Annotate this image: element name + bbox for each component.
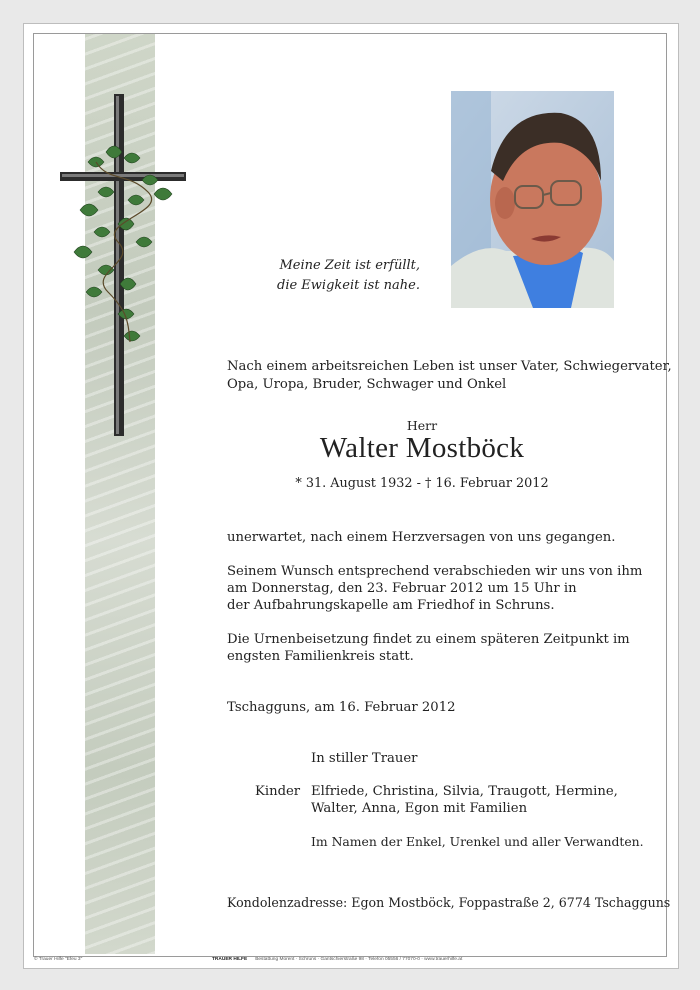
- mourning-heading: In stiller Trauer: [311, 751, 418, 766]
- footer-copyright: © Trauer Hilfe "Efeu 3": [34, 957, 83, 962]
- life-dates: * 31. August 1932 - † 16. Februar 2012: [295, 476, 549, 491]
- urn-line-2: engsten Familienkreis statt.: [227, 649, 414, 664]
- place-date: Tschagguns, am 16. Februar 2012: [227, 700, 456, 715]
- portrait-photo: [451, 91, 614, 308]
- farewell-line-2: am Donnerstag, den 23. Februar 2012 um 15 Uhr in: [227, 581, 577, 596]
- footer-info: [212, 957, 462, 962]
- deceased-name: Walter Mostböck: [319, 432, 525, 464]
- intro-line-2: Opa, Uropa, Bruder, Schwager und Onkel: [227, 377, 507, 392]
- motto-line-1: Meine Zeit ist erfüllt,: [279, 258, 420, 273]
- children-label: Kinder: [255, 784, 301, 799]
- farewell-line-3: der Aufbahrungskapelle am Friedhof in Schruns.: [227, 598, 555, 613]
- condolence-address: Kondolenzadresse: Egon Mostböck, Foppastraße 2, 6774 Tschagguns: [227, 895, 671, 910]
- farewell-line-1: Seinem Wunsch entsprechend verabschieden wir uns von ihm: [227, 564, 643, 579]
- footer-brand: TRAUER HILFE: [212, 957, 248, 962]
- children-line-2: Walter, Anna, Egon mit Familien: [311, 801, 528, 816]
- children-line-1: Elfriede, Christina, Silvia, Traugott, Hermine,: [311, 784, 618, 799]
- footer-details: Bestattung Morent · Schruns · Gantschierstraße 98 · Telefon 05556 / 77070-0 · www.trauerhilfe.at: [255, 957, 463, 962]
- motto-verse: [160, 256, 420, 296]
- motto-line-2: die Ewigkeit ist nahe.: [277, 278, 420, 293]
- intro-line-1: Nach einem arbeitsreichen Leben ist unser Vater, Schwiegervater,: [227, 359, 672, 374]
- passing-text: unerwartet, nach einem Herzversagen von uns gegangen.: [227, 530, 616, 545]
- urn-line-1: Die Urnenbeisetzung findet zu einem späteren Zeitpunkt im: [227, 632, 630, 647]
- salutation: Herr: [406, 418, 438, 433]
- relatives-line: Im Namen der Enkel, Urenkel und aller Verwandten.: [311, 834, 644, 849]
